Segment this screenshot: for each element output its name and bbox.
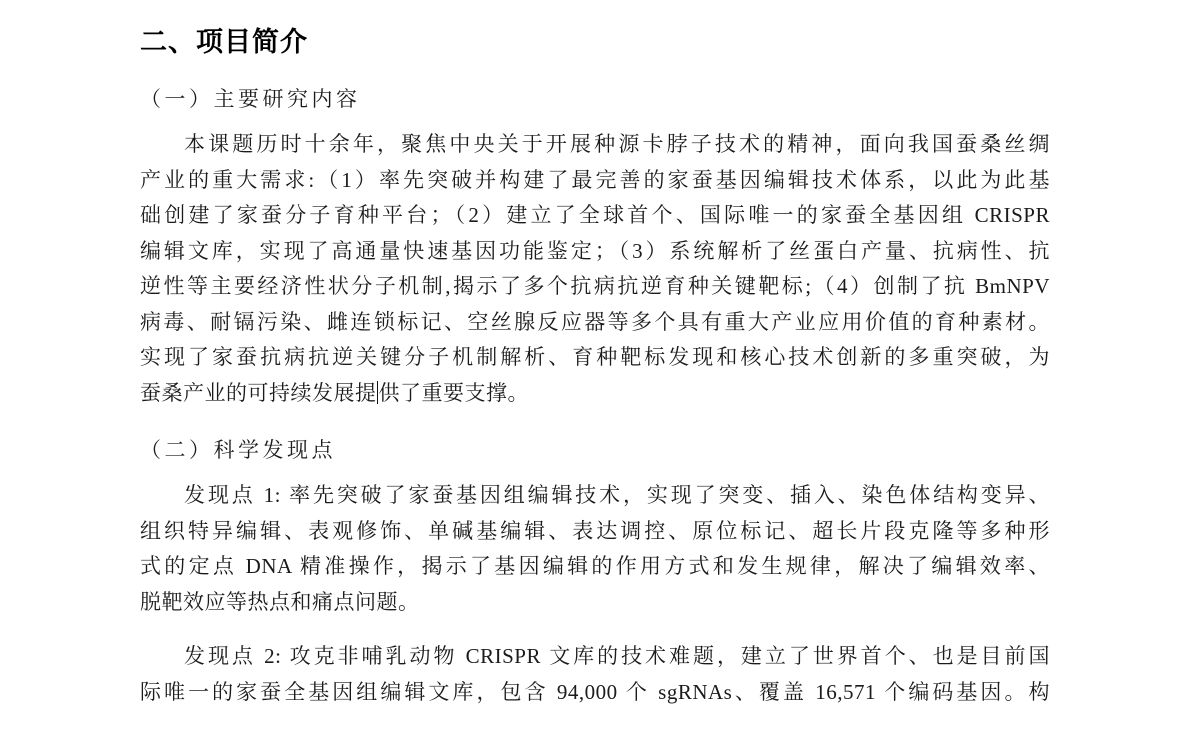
text-line: 逆性等主要经济性状分子机制,揭示了多个抗病抗逆育种关键靶标;（4）创制了抗 BmNPV bbox=[140, 274, 1050, 298]
paragraph bbox=[140, 127, 1050, 411]
text-before-caret: 蚕桑产业的可持续发展提 bbox=[140, 380, 377, 405]
text-line: 实现了家蚕抗病抗逆关键分子机制解析、育种靶标发现和核心技术创新的多重突破，为 bbox=[140, 345, 1050, 369]
text-line bbox=[140, 376, 1050, 412]
text-line: 础创建了家蚕分子育种平台；（2）建立了全球首个、国际唯一的家蚕全基因组 CRISPR bbox=[140, 203, 1050, 227]
document-title: 二、项目简介 bbox=[140, 27, 308, 57]
text-line: 发现点 1: 率先突破了家蚕基因组编辑技术，实现了突变、插入、染色体结构变异、 bbox=[184, 483, 1050, 507]
text-line: 编辑文库，实现了高通量快速基因功能鉴定；（3）系统解析了丝蛋白产量、抗病性、抗 bbox=[140, 238, 1050, 263]
section-heading: （一）主要研究内容 bbox=[140, 87, 361, 111]
text-line: 病毒、耐镉污染、雌连锁标记、空丝腺反应器等多个具有重大产业应用价值的育种素材。 bbox=[140, 309, 1050, 334]
text-line: 脱靶效应等热点和痛点问题。 bbox=[140, 589, 420, 614]
section bbox=[140, 86, 1050, 411]
text-line: 产业的重大需求:（1）率先突破并构建了最完善的家蚕基因编辑技术体系，以此为此基 bbox=[140, 167, 1050, 192]
text-line: 际唯一的家蚕全基因组编辑文库，包含 94,000 个 sgRNAs、覆盖 16,571 个编码基因。构 bbox=[140, 679, 1050, 704]
paragraph bbox=[140, 639, 1050, 710]
text-line: 组织特异编辑、表观修饰、单碱基编辑、表达调控、原位标记、超长片段克隆等多种形 bbox=[140, 518, 1050, 543]
document-body bbox=[140, 86, 1050, 710]
text-line: 式的定点 DNA 精准操作，揭示了基因编辑的作用方式和发生规律，解决了编辑效率、 bbox=[140, 554, 1050, 578]
paragraph bbox=[140, 478, 1050, 620]
text-line: 本课题历时十余年，聚焦中央关于开展种源卡脖子技术的精神，面向我国蚕桑丝绸 bbox=[184, 132, 1050, 156]
text-after-caret: 供了重要支撑。 bbox=[378, 380, 529, 405]
section bbox=[140, 437, 1050, 710]
text-line: 发现点 2: 攻克非哺乳动物 CRISPR 文库的技术难题，建立了世界首个、也是目前国 bbox=[184, 644, 1050, 668]
section-heading: （二）科学发现点 bbox=[140, 438, 336, 462]
